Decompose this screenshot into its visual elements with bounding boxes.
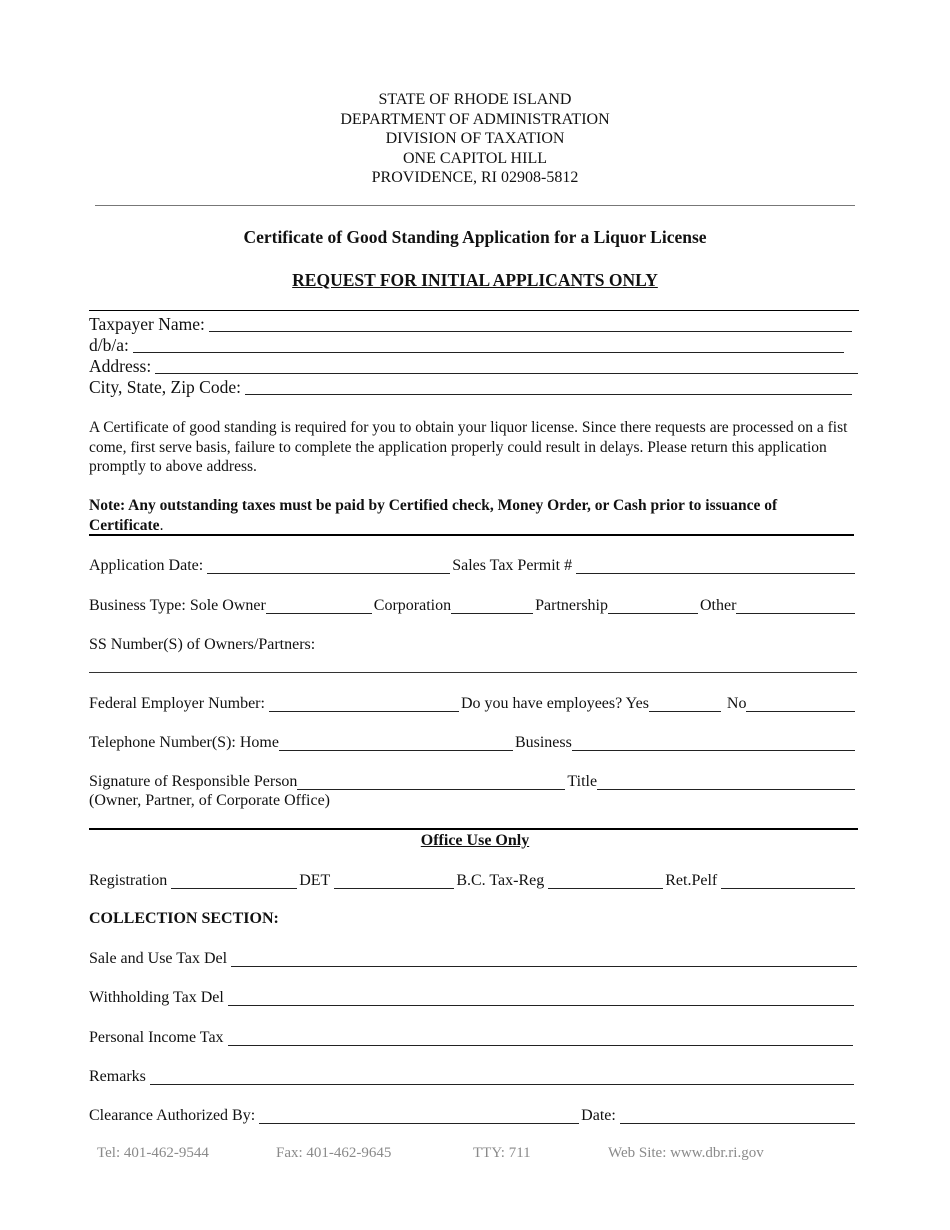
signature-row <box>89 770 857 792</box>
sole-owner-field[interactable] <box>266 598 372 614</box>
partnership-field[interactable] <box>608 598 698 614</box>
home-phone-label: Telephone Number(S): Home <box>89 734 279 751</box>
footer-tel: Tel: 401-462-9544 <box>97 1145 209 1161</box>
payment-note: Note: Any outstanding taxes must be paid by Certified check, Money Order, or Cash prior to issuance of Certificate. <box>89 497 778 534</box>
signature-note: (Owner, Partner, of Corporate Office) <box>89 792 330 809</box>
header-line-division: DIVISION OF TAXATION <box>385 130 565 148</box>
note-divider <box>89 534 854 536</box>
business-type-label: Business Type: Sole Owner <box>89 597 266 614</box>
ss-numbers-row <box>89 633 857 655</box>
registration-field[interactable] <box>171 873 297 889</box>
partnership-label: Partnership <box>535 597 608 614</box>
corporation-label: Corporation <box>373 597 452 614</box>
payment-note-tail: Certificate <box>89 516 160 534</box>
telephone-row <box>89 731 857 753</box>
office-divider <box>89 828 858 830</box>
corporation-field[interactable] <box>451 598 533 614</box>
ret-pelf-field[interactable] <box>721 873 855 889</box>
withholding-tax-field[interactable] <box>228 990 854 1006</box>
taxpayer-name-field[interactable] <box>209 316 852 332</box>
sales-tax-permit-label: Sales Tax Permit # <box>452 557 573 574</box>
federal-employer-label: Federal Employer Number: <box>89 695 265 712</box>
withholding-tax-label: Withholding Tax Del <box>89 989 224 1006</box>
collection-heading: COLLECTION SECTION: <box>89 910 279 927</box>
employees-yes-label: Do you have employees? Yes <box>460 695 649 712</box>
office-use-heading: Office Use Only <box>420 832 530 849</box>
personal-income-tax-label: Personal Income Tax <box>89 1029 224 1046</box>
signature-field[interactable] <box>297 774 565 790</box>
sale-use-tax-row <box>89 947 859 969</box>
dba-field[interactable] <box>133 337 844 353</box>
business-phone-label: Business <box>514 734 572 751</box>
header-line-department: DEPARTMENT OF ADMINISTRATION <box>340 110 610 128</box>
footer-fax: Fax: 401-462-9645 <box>276 1145 392 1161</box>
clearance-field[interactable] <box>259 1108 579 1124</box>
remarks-label: Remarks <box>89 1068 146 1085</box>
header-line-street: ONE CAPITOL HILL <box>403 149 547 167</box>
address-label: Address: <box>89 356 152 376</box>
agency-header <box>0 90 950 188</box>
header-line-city: PROVIDENCE, RI 02908-5812 <box>371 169 579 187</box>
employees-no-label: No <box>726 695 747 712</box>
header-divider <box>95 205 855 206</box>
employees-yes-field[interactable] <box>649 696 721 712</box>
form-title: Certificate of Good Standing Application for a Liquor License <box>243 227 707 247</box>
signature-label: Signature of Responsible Person <box>89 773 298 790</box>
city-state-zip-row <box>89 375 854 397</box>
sales-tax-permit-field[interactable] <box>576 558 855 574</box>
footer-website[interactable]: Web Site: www.dbr.ri.gov <box>608 1145 764 1161</box>
title-field[interactable] <box>597 774 855 790</box>
bc-tax-reg-field[interactable] <box>548 873 663 889</box>
header-line-state: STATE OF RHODE ISLAND <box>378 91 572 108</box>
clearance-row <box>89 1104 857 1126</box>
federal-employer-field[interactable] <box>269 696 459 712</box>
footer-tty: TTY: 711 <box>473 1145 531 1161</box>
dba-label: d/b/a: <box>89 335 129 355</box>
clearance-date-label: Date: <box>581 1107 616 1124</box>
taxpayer-name-label: Taxpayer Name: <box>89 314 205 334</box>
title-label: Title <box>567 773 598 790</box>
clearance-label: Clearance Authorized By: <box>89 1107 256 1124</box>
section-divider-top <box>89 310 859 311</box>
city-state-zip-field[interactable] <box>245 379 852 395</box>
employees-no-field[interactable] <box>746 696 855 712</box>
business-phone-field[interactable] <box>572 735 855 751</box>
det-field[interactable] <box>334 873 454 889</box>
registration-label: Registration <box>89 872 168 889</box>
det-label: DET <box>299 872 331 889</box>
personal-income-tax-field[interactable] <box>228 1030 853 1046</box>
ss-numbers-label: SS Number(S) of Owners/Partners: <box>89 636 316 653</box>
intro-paragraph: A Certificate of good standing is required for you to obtain your liquor license. Since there requests are processed on a fist come, first serve basis, failure to complete the application properly could result in delays. Please return this application promptly to above address. <box>89 419 848 476</box>
sale-use-tax-field[interactable] <box>231 951 857 967</box>
federal-employer-row <box>89 692 857 714</box>
bc-tax-reg-label: B.C. Tax-Reg <box>456 872 545 889</box>
office-use-row <box>89 869 857 891</box>
other-field[interactable] <box>736 598 855 614</box>
personal-income-tax-row <box>89 1026 855 1048</box>
business-type-row <box>89 594 857 616</box>
application-date-label: Application Date: <box>89 557 204 574</box>
ss-numbers-field[interactable] <box>89 672 857 673</box>
address-row <box>89 354 860 376</box>
application-date-row <box>89 554 857 576</box>
withholding-tax-row <box>89 986 856 1008</box>
city-state-zip-label: City, State, Zip Code: <box>89 377 241 397</box>
taxpayer-name-row <box>89 312 854 334</box>
form-subtitle: REQUEST FOR INITIAL APPLICANTS ONLY <box>292 270 658 290</box>
dba-row <box>89 333 846 355</box>
ret-pelf-label: Ret.Pelf <box>665 872 718 889</box>
other-label: Other <box>700 597 737 614</box>
remarks-row <box>89 1065 856 1087</box>
remarks-field[interactable] <box>150 1069 854 1085</box>
clearance-date-field[interactable] <box>620 1108 855 1124</box>
application-date-field[interactable] <box>207 558 450 574</box>
home-phone-field[interactable] <box>279 735 513 751</box>
address-field[interactable] <box>155 358 858 374</box>
payment-note-text: Note: Any outstanding taxes must be paid by Certified check, Money Order, or Cash prior to issuance of <box>89 497 778 514</box>
sale-use-tax-label: Sale and Use Tax Del <box>89 950 228 967</box>
